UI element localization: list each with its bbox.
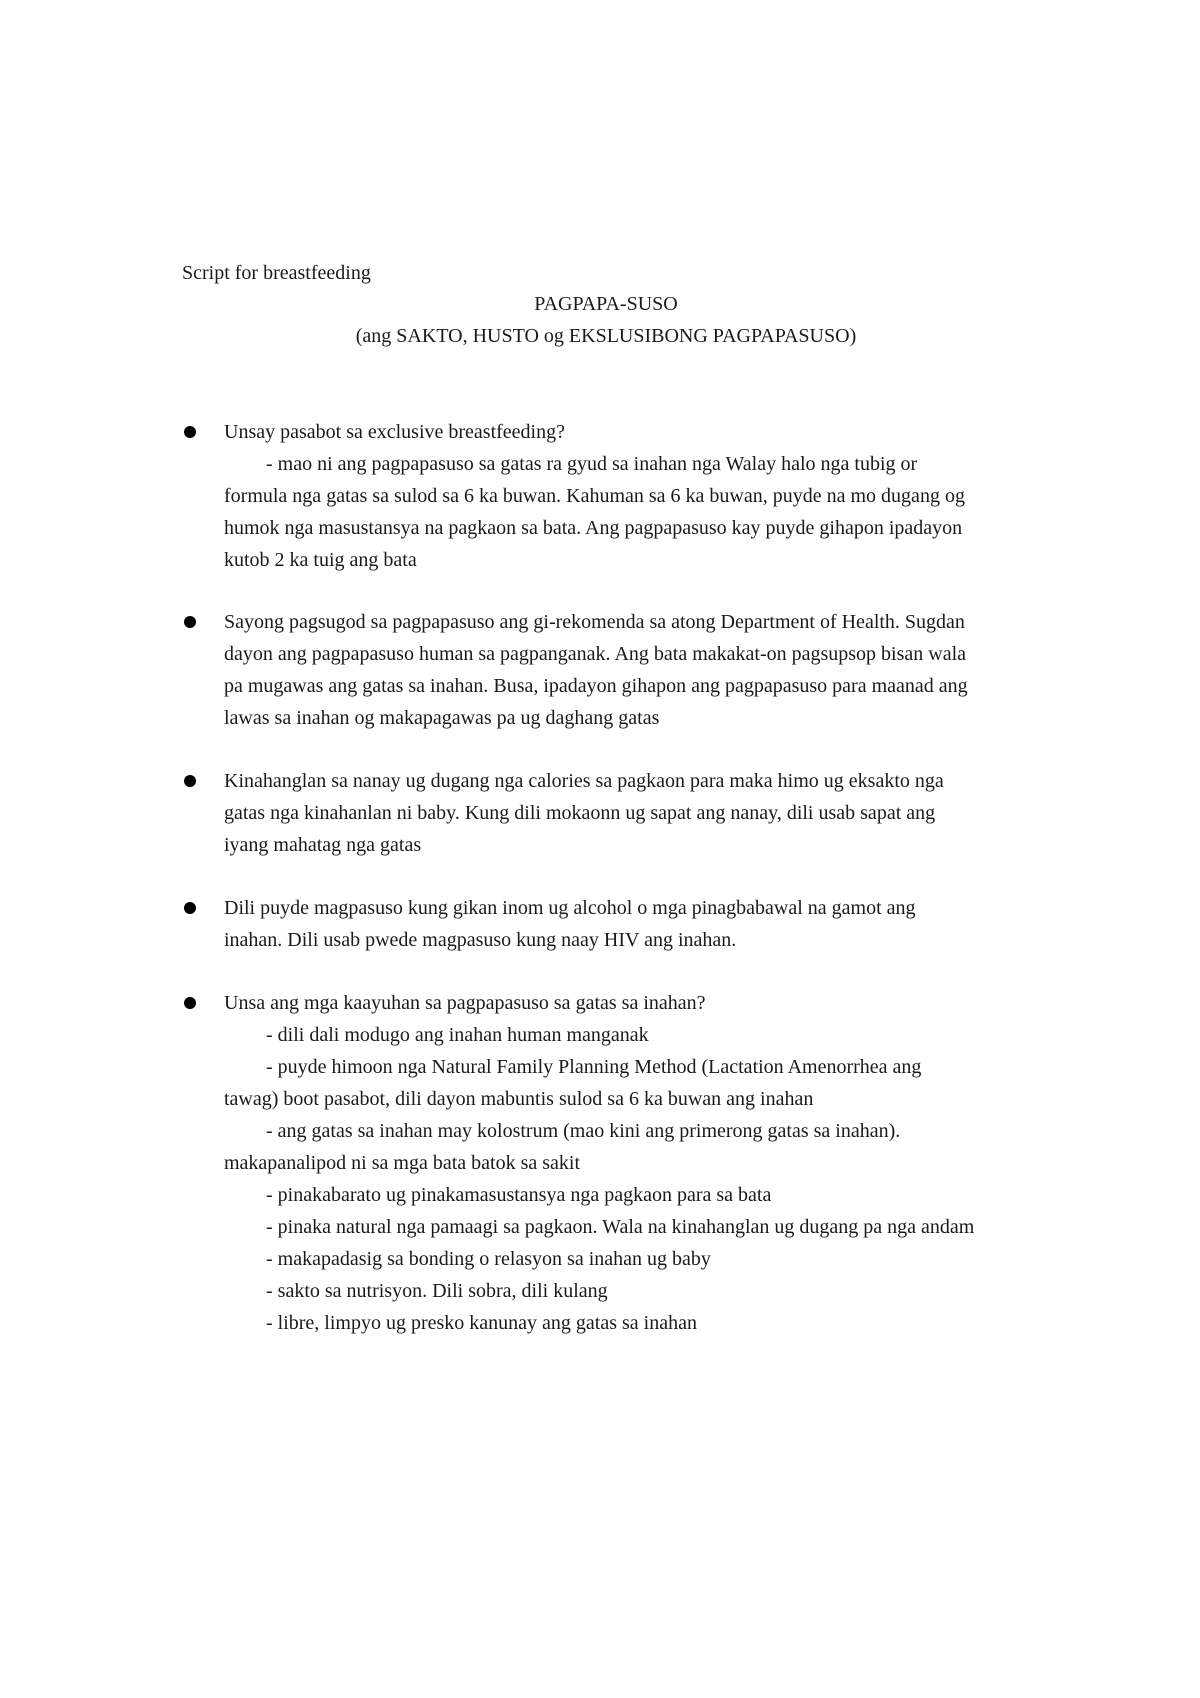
document-title: PAGPAPA-SUSO — [534, 293, 678, 315]
bullet-section-body — [224, 416, 1042, 576]
section-line: makapanalipod ni sa mga bata batok sa sakit — [224, 1152, 581, 1174]
section-line: Kinahanglan sa nanay ug dugang nga calories sa pagkaon para maka himo ug eksakto nga — [224, 770, 944, 792]
section-line: gatas nga kinahanlan ni baby. Kung dili mokaonn ug sapat ang nanay, dili usab sapat ang — [224, 802, 936, 824]
section-line: - sakto sa nutrisyon. Dili sobra, dili kulang — [266, 1280, 608, 1302]
bullet-icon — [184, 616, 196, 628]
section-line: - mao ni ang pagpapasuso sa gatas ra gyud sa inahan nga Walay halo nga tubig or — [266, 453, 918, 475]
section-line: Dili puyde magpasuso kung gikan inom ug alcohol o mga pinagbabawal na gamot ang — [224, 897, 916, 919]
bullet-section-body — [224, 765, 1042, 861]
section-line: Unsay pasabot sa exclusive breastfeeding? — [224, 421, 565, 443]
bullet-icon — [184, 997, 196, 1009]
section-line: dayon ang pagpapasuso human sa pagpanganak. Ang bata makakat-on pagsupsop bisan wala — [224, 643, 967, 665]
bullet-section-body — [224, 892, 1042, 956]
section-line: tawag) boot pasabot, dili dayon mabuntis sulod sa 6 ka buwan ang inahan — [224, 1088, 814, 1110]
document-label: Script for breastfeeding — [182, 262, 371, 284]
section-line: - ang gatas sa inahan may kolostrum (mao kini ang primerong gatas sa inahan). — [266, 1120, 901, 1142]
bullet-section-body — [224, 606, 1042, 734]
section-line: pa mugawas ang gatas sa inahan. Busa, ipadayon gihapon ang pagpapasuso para maanad ang — [224, 675, 968, 697]
section-line: - puyde himoon nga Natural Family Planning Method (Lactation Amenorrhea ang — [266, 1056, 922, 1078]
bullet-icon — [184, 426, 196, 438]
section-line: - pinakabarato ug pinakamasustansya nga pagkaon para sa bata — [266, 1184, 772, 1206]
section-line: Sayong pagsugod sa pagpapasuso ang gi-rekomenda sa atong Department of Health. Sugdan — [224, 611, 965, 633]
section-line: lawas sa inahan og makapagawas pa ug daghang gatas — [224, 707, 660, 729]
section-line: - libre, limpyo ug presko kanunay ang gatas sa inahan — [266, 1312, 697, 1334]
bullet-section-body — [224, 987, 1042, 1339]
section-line: humok nga masustansya na pagkaon sa bata. Ang pagpapasuso kay puyde gihapon ipadayon — [224, 517, 963, 539]
section-line: - pinaka natural nga pamaagi sa pagkaon. Wala na kinahanglan ug dugang pa nga andam — [266, 1216, 975, 1238]
section-line: kutob 2 ka tuig ang bata — [224, 549, 417, 571]
section-line: - makapadasig sa bonding o relasyon sa inahan ug baby — [266, 1248, 711, 1270]
bullet-icon — [184, 902, 196, 914]
section-line: formula nga gatas sa sulod sa 6 ka buwan. Kahuman sa 6 ka buwan, puyde na mo dugang og — [224, 485, 965, 507]
section-line: Unsa ang mga kaayuhan sa pagpapasuso sa gatas sa inahan? — [224, 992, 706, 1014]
bullet-icon — [184, 775, 196, 787]
section-line: iyang mahatag nga gatas — [224, 834, 422, 856]
section-line: inahan. Dili usab pwede magpasuso kung naay HIV ang inahan. — [224, 929, 737, 951]
document-subtitle: (ang SAKTO, HUSTO og EKSLUSIBONG PAGPAPASUSO) — [355, 325, 857, 347]
section-line: - dili dali modugo ang inahan human manganak — [266, 1024, 649, 1046]
